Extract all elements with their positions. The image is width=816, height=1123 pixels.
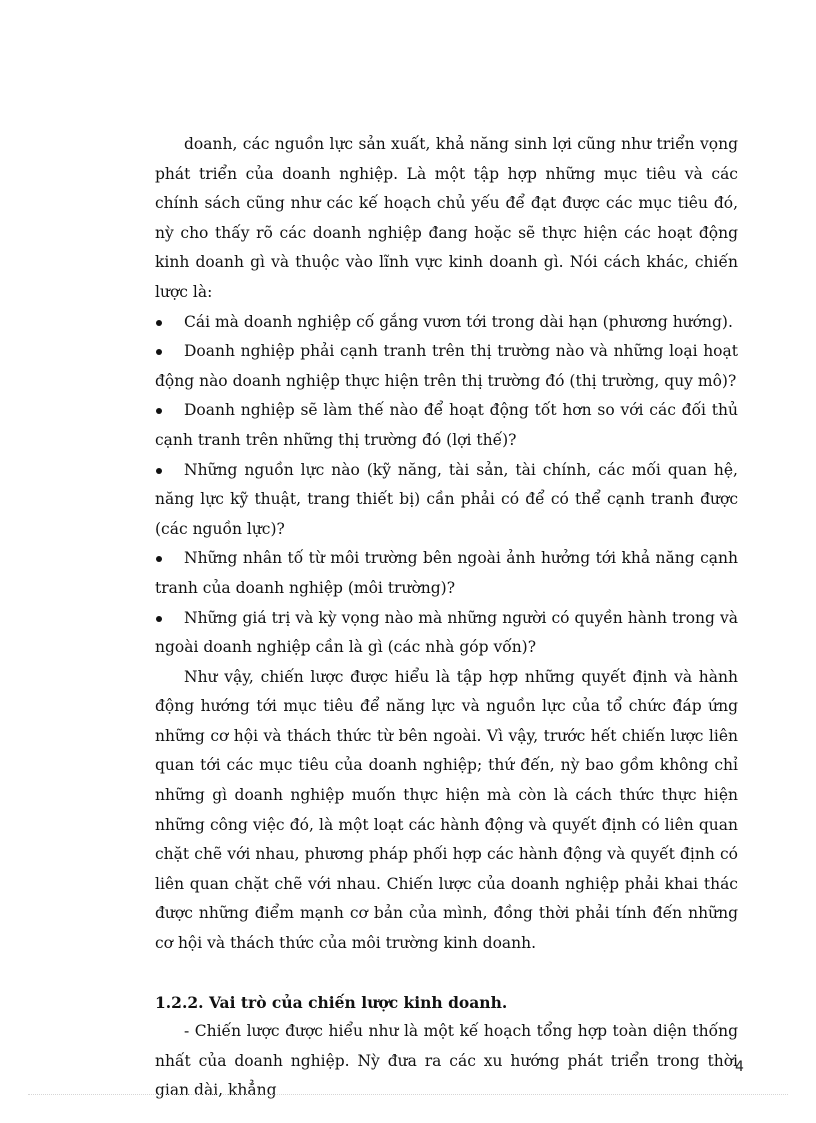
bullet-item xyxy=(155,396,738,455)
bullet-item xyxy=(155,337,738,396)
bullet-item xyxy=(155,544,738,603)
bullet-list xyxy=(155,308,738,663)
section-paragraph: - Chiến lược được hiểu như là một kế hoạch tổng hợp toàn diện thống nhất của doanh nghiệp. Nỳ đưa ra các xu hướng phát triển trong thời gian dài, khẳng xyxy=(155,1022,738,1100)
bullet-dot-icon xyxy=(156,408,162,414)
bullet-text: Những giá trị và kỳ vọng nào mà những người có quyền hành trong và ngoài doanh nghiệp cần là gì (các nhà góp vốn)? xyxy=(155,608,738,657)
page-number: 4 xyxy=(735,1059,744,1075)
section-heading: 1.2.2. Vai trò của chiến lược kinh doanh. xyxy=(155,992,508,1012)
footer-divider xyxy=(28,1094,788,1095)
bullet-text: Những nguồn lực nào (kỹ năng, tài sản, tài chính, các mối quan hệ, năng lực kỹ thuật, trang thiết bị) cần phải có để có thể cạnh tranh được (các nguồn lực)? xyxy=(155,460,738,538)
bullet-text: Cái mà doanh nghiệp cố gắng vươn tới trong dài hạn (phương hướng). xyxy=(184,312,733,331)
bullet-item xyxy=(155,456,738,545)
bullet-dot-icon xyxy=(156,320,162,326)
bullet-dot-icon xyxy=(156,556,162,562)
bullet-item xyxy=(155,604,738,663)
body-text xyxy=(155,130,738,1106)
bullet-text: Doanh nghiệp phải cạnh tranh trên thị trường nào và những loại hoạt động nào doanh nghiệp thực hiện trên thị trường đó (thị trường, quy mô)? xyxy=(155,342,738,390)
bullet-dot-icon xyxy=(156,349,162,355)
bullet-dot-icon xyxy=(156,468,162,474)
summary-paragraph: Như vậy, chiến lược được hiểu là tập hợp những quyết định và hành động hướng tới mục tiêu để năng lực và nguồn lực của tổ chức đáp ứng những cơ hội và thách thức từ bên ngoài. Vì vậy, trước hết chiến lược liên quan tới các mục tiêu của doanh nghiệp; thứ đến, nỳ bao gồm không chỉ những gì doanh nghiệp muốn thực hiện mà còn là cách thức thực hiện những công việc đó, là một loạt các hành động và quyết định có liên quan chặt chẽ với nhau, phương pháp phối hợp các hành động và quyết định có liên quan chặt chẽ với nhau. Chiến lược của doanh nghiệp phải khai thác được những điểm mạnh cơ bản của mình, đồng thời phải tính đến những cơ hội và thách thức của môi trường kinh doanh. xyxy=(155,667,738,953)
bullet-dot-icon xyxy=(156,616,162,622)
bullet-item xyxy=(155,308,738,338)
bullet-text: Những nhân tố từ môi trường bên ngoài ảnh hưởng tới khả năng cạnh tranh của doanh nghiệp (môi trường)? xyxy=(155,549,738,597)
intro-paragraph: doanh, các nguồn lực sản xuất, khả năng sinh lợi cũng như triển vọng phát triển của doanh nghiệp. Là một tập hợp những mục tiêu và các chính sách cũng như các kế hoạch chủ yếu để đạt được các mục tiêu đó, nỳ cho thấy rõ các doanh nghiệp đang hoặc sẽ thực hiện các hoạt động kinh doanh gì và thuộc vào lĩnh vực kinh doanh gì. Nói cách khác, chiến lược là: xyxy=(155,135,738,301)
bullet-text: Doanh nghiệp sẽ làm thế nào để hoạt động tốt hơn so với các đối thủ cạnh tranh trên những thị trường đó (lợi thế)? xyxy=(155,401,738,449)
